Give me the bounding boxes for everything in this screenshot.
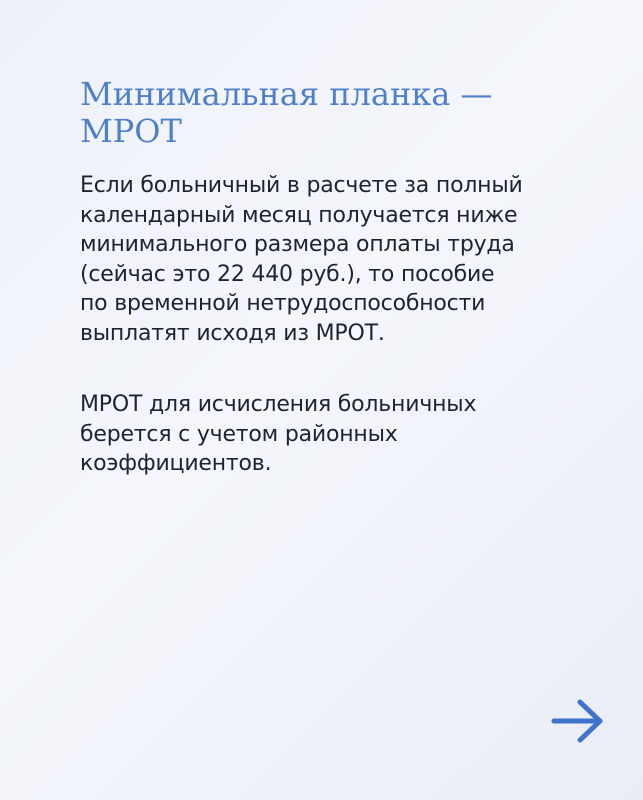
paragraph-line: по временной нетрудоспособности (80, 291, 486, 316)
paragraph-line: Если больничный в расчете за полный (80, 173, 523, 198)
paragraph-line: берется с учетом районных (80, 421, 398, 447)
next-slide-button[interactable] (551, 697, 605, 745)
paragraph-line: (сейчас это 22 440 руб.), то пособие (80, 261, 495, 287)
slide-title (80, 76, 580, 150)
title-line: МРОТ (80, 112, 182, 150)
paragraph-sick-leave-minimum (80, 171, 600, 348)
arrow-right-icon (551, 697, 605, 745)
paragraph-line: выплатят исходя из МРОТ. (80, 320, 385, 346)
paragraph-line: коэффициентов. (80, 451, 272, 476)
paragraph-regional-coefficients (80, 390, 600, 479)
paragraph-line: минимального размера оплаты труда (80, 232, 515, 257)
paragraph-line: календарный месяц получается ниже (80, 202, 518, 228)
title-line: Минимальная планка — (80, 75, 493, 113)
paragraph-line: МРОТ для исчисления больничных (80, 392, 477, 417)
